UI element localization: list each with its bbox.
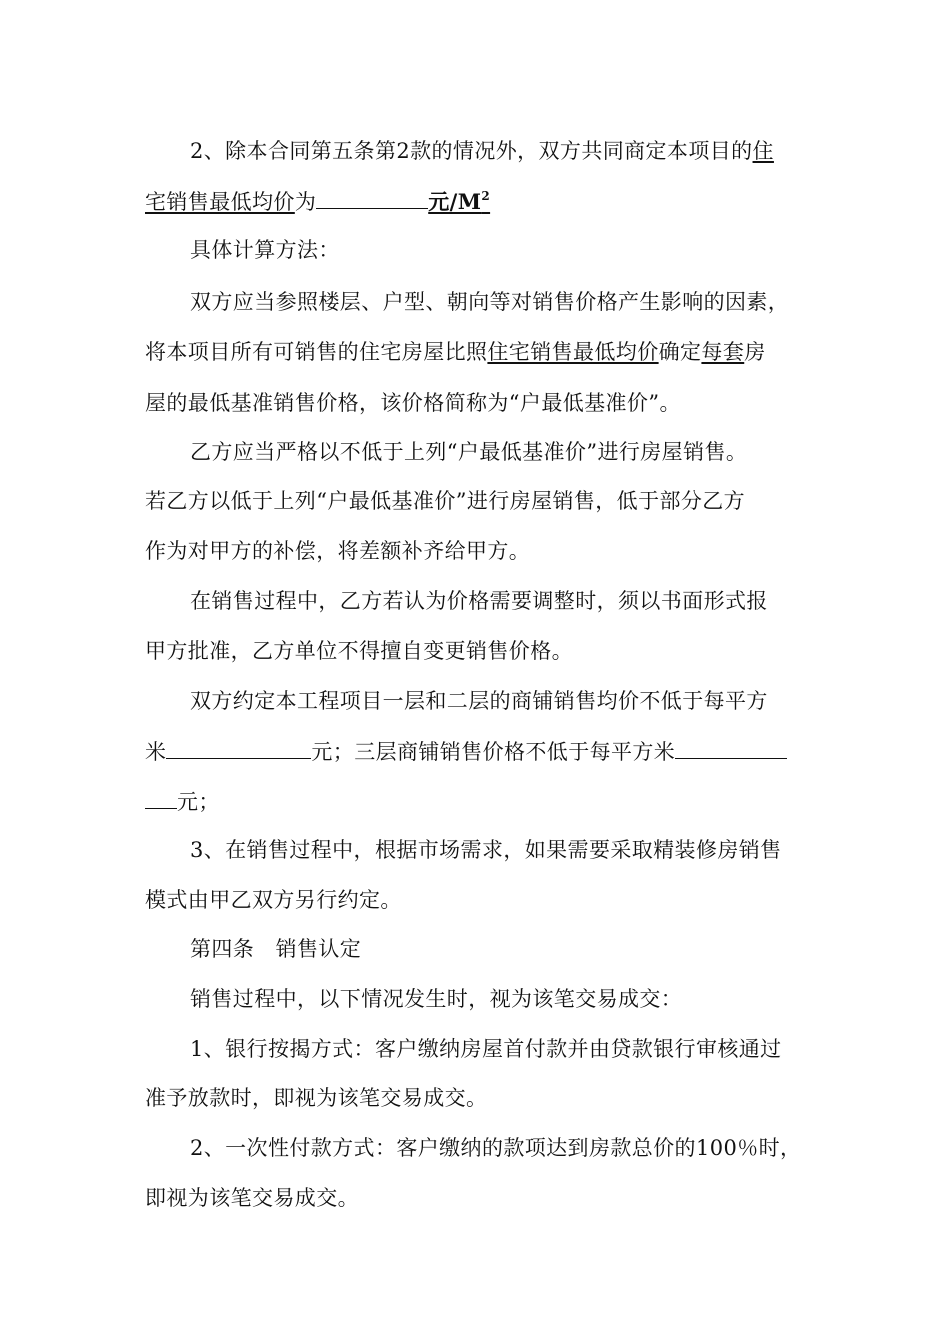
article4-item2-line2: 即视为该笔交易成交。 bbox=[145, 1186, 359, 1210]
shops-line2 bbox=[145, 736, 787, 766]
text: 房 bbox=[744, 340, 766, 364]
party-b-line2: 若乙方以低于上列“户最低基准价”进行房屋销售，低于部分乙方 bbox=[145, 489, 746, 513]
text: 确定 bbox=[658, 340, 702, 364]
adjust-line1: 在销售过程中，乙方若认为价格需要调整时，须以书面形式报 bbox=[190, 589, 768, 613]
party-b-line3: 作为对甲方的补偿，将差额补齐给甲方。 bbox=[145, 539, 531, 563]
fill-in-blank bbox=[166, 736, 311, 759]
text: 元；三层商铺销售价格不低于每平方米 bbox=[311, 740, 676, 764]
article4-item2-line1: 2、一次性付款方式：客户缴纳的款项达到房款总价的100％时， bbox=[190, 1136, 802, 1160]
underlined-text: 住 bbox=[752, 139, 774, 163]
clause3-item2-line1 bbox=[190, 137, 774, 165]
base-price-line1: 双方应当参照楼层、户型、朝向等对销售价格产生影响的因素， bbox=[190, 290, 790, 314]
text: 元； bbox=[177, 790, 220, 814]
underlined-text: 每套 bbox=[701, 340, 745, 364]
article4-item1-line1: 1、银行按揭方式：客户缴纳房屋首付款并由贷款银行审核通过 bbox=[190, 1037, 782, 1061]
shops-line1: 双方约定本工程项目一层和二层的商铺销售均价不低于每平方 bbox=[190, 689, 768, 713]
fill-in-blank bbox=[145, 786, 177, 809]
price-unit: 元$/M^2$ bbox=[428, 189, 491, 214]
calc-method-heading: 具体计算方法： bbox=[190, 238, 340, 262]
clause3-item3-line2: 模式由甲乙双方另行约定。 bbox=[145, 888, 402, 912]
clause3-item2-line2 bbox=[145, 186, 490, 216]
fill-in-blank bbox=[675, 736, 787, 759]
text: 为 bbox=[294, 190, 317, 214]
party-b-line1: 乙方应当严格以不低于上列“户最低基准价”进行房屋销售。 bbox=[190, 440, 748, 464]
clause3-item3-line1: 3、在销售过程中，根据市场需求，如果需要采取精装修房销售 bbox=[190, 838, 782, 862]
fill-in-blank bbox=[316, 186, 428, 209]
article4-intro: 销售过程中，以下情况发生时，视为该笔交易成交： bbox=[190, 987, 683, 1011]
base-price-line2 bbox=[145, 338, 766, 366]
shops-line3 bbox=[145, 786, 220, 816]
adjust-line2: 甲方批准，乙方单位不得擅自变更销售价格。 bbox=[145, 639, 573, 663]
text: 2、除本合同第五条第2款的情况外，双方共同商定本项目的 bbox=[190, 139, 753, 163]
underlined-text: 住宅销售最低均价 bbox=[487, 340, 659, 364]
text: 米 bbox=[145, 740, 167, 764]
underlined-text: 宅销售最低均价 bbox=[145, 190, 295, 214]
article4-title: 第四条 销售认定 bbox=[190, 937, 362, 961]
article4-item1-line2: 准予放款时，即视为该笔交易成交。 bbox=[145, 1086, 488, 1110]
text: 将本项目所有可销售的住宅房屋比照 bbox=[145, 340, 488, 364]
base-price-line3: 屋的最低基准销售价格，该价格简称为“户最低基准价”。 bbox=[145, 391, 681, 415]
